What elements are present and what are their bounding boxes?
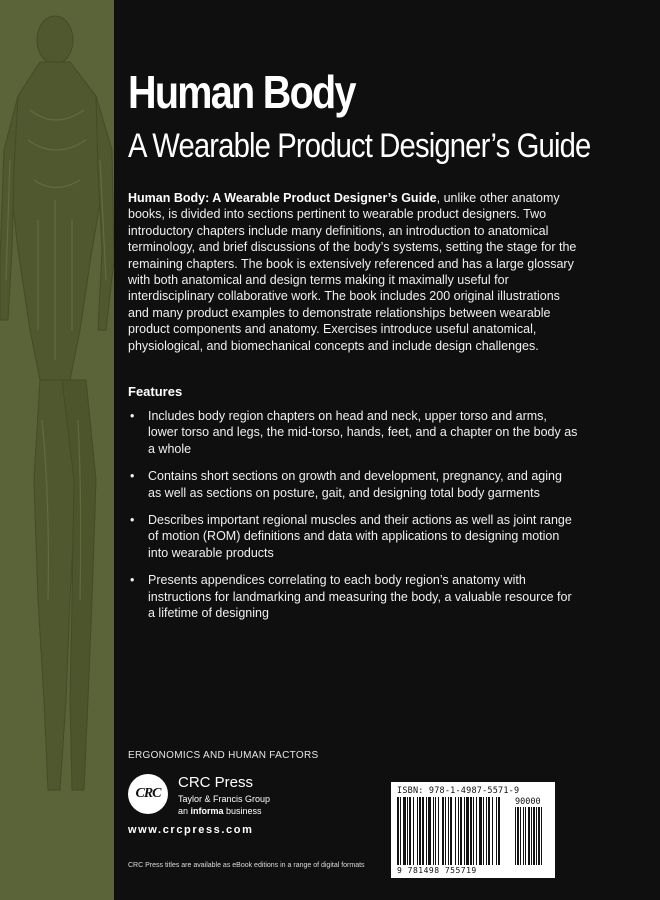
barcode-bar xyxy=(400,797,401,865)
description-title: Human Body: A Wearable Product Designer’s Guide xyxy=(128,191,437,205)
feature-text: Presents appendices correlating to each body region’s anatomy with instructions for landmarking and measuring the body, a valuable resource for a lifetime of designing xyxy=(148,573,572,621)
barcode-bar xyxy=(448,797,449,865)
barcode-digits: 9 781498 755719 xyxy=(397,866,477,875)
barcode-bar xyxy=(488,797,490,865)
barcode-bar xyxy=(479,797,482,865)
barcode-addon-bar xyxy=(533,807,535,865)
publisher-logo xyxy=(128,770,308,820)
barcode-bar xyxy=(397,797,399,865)
features-list xyxy=(128,408,578,632)
publisher-url[interactable]: www.crcpress.com xyxy=(128,824,254,836)
informa-prefix: an xyxy=(178,806,191,816)
bullet-icon: • xyxy=(130,469,135,484)
barcode-bar xyxy=(473,797,474,865)
barcode-bars xyxy=(397,797,549,865)
barcode-addon-bar xyxy=(520,807,521,865)
feature-text: Contains short sections on growth and development, pregnancy, and aging as well as sections on posture, gait, and designing total body garments xyxy=(148,469,562,500)
barcode-bar xyxy=(496,797,497,865)
barcode-bar xyxy=(450,797,452,865)
barcode-bar xyxy=(426,797,427,865)
cover-panel xyxy=(114,0,660,900)
bullet-icon: • xyxy=(130,573,135,588)
barcode-bar xyxy=(445,797,446,865)
publisher-informa-line xyxy=(178,806,262,816)
barcode-addon-bar xyxy=(541,807,542,865)
barcode-bar xyxy=(419,797,421,865)
feature-item xyxy=(128,408,578,457)
barcode-bar xyxy=(486,797,487,865)
informa-word: informa xyxy=(190,806,224,816)
barcode-bar xyxy=(409,797,411,865)
barcode-bar xyxy=(470,797,472,865)
barcode-bar xyxy=(413,797,414,865)
feature-item xyxy=(128,468,578,501)
description-body: , unlike other anatomy books, is divided into sections pertinent to wearable product designers. Two introductory chapters include many definitions, an introduction to anatomical terminology, and brief discussions of the body’s systems, setting the stage for the remaining chapters. The book is extensively referenced and has a large glossary with both anatomical and design terms making it maximally useful for interdisciplinary collaborative work. The book includes 200 original illustrations and many product examples to demonstrate relationships between wearable product components and anatomy. Exercises introduce useful anatomical, physiological, and biomechanical concepts and include design challenges. xyxy=(128,191,577,353)
isbn-label: ISBN: 978-1-4987-5571-9 xyxy=(397,786,520,796)
barcode-bar xyxy=(455,797,456,865)
barcode-addon-bar xyxy=(523,807,524,865)
barcode-bar xyxy=(483,797,484,865)
price-code: 90000 xyxy=(515,797,541,807)
bullet-icon: • xyxy=(130,409,135,423)
crc-logo-icon: CRC xyxy=(128,774,168,814)
barcode-addon-bar xyxy=(525,807,526,865)
book-title: Human Body xyxy=(128,66,355,118)
barcode-addon-bar xyxy=(538,807,540,865)
barcode-bar xyxy=(442,797,444,865)
barcode-bar xyxy=(476,797,477,865)
anatomy-illustration-strip xyxy=(0,0,114,900)
barcode-bar xyxy=(498,797,500,865)
barcode-bar xyxy=(433,797,434,865)
barcode-bar xyxy=(435,797,436,865)
barcode-addon-bar xyxy=(515,807,516,865)
feature-text: Includes body region chapters on head and neck, upper torso and arms, lower torso and legs, the mid-torso, hands, feet, and a chapter on the body as a whole xyxy=(148,409,578,456)
feature-item xyxy=(128,512,578,561)
barcode-bar xyxy=(428,797,431,865)
barcode-bar xyxy=(466,797,469,865)
features-heading: Features xyxy=(128,384,183,399)
barcode-bar xyxy=(403,797,406,865)
barcode-bar xyxy=(417,797,418,865)
bullet-icon: • xyxy=(130,513,135,528)
publisher-group: Taylor & Francis Group xyxy=(178,794,271,804)
book-description xyxy=(128,190,578,354)
isbn-barcode xyxy=(391,782,555,878)
muscle-figure-illustration xyxy=(0,0,114,900)
barcode-bar xyxy=(438,797,439,865)
barcode-addon-bar xyxy=(528,807,530,865)
barcode-addon-bar xyxy=(536,807,537,865)
barcode-addon-bar xyxy=(531,807,532,865)
barcode-bar xyxy=(407,797,408,865)
barcode-bar xyxy=(464,797,465,865)
ebook-note: CRC Press titles are available as eBook editions in a range of digital formats xyxy=(128,862,365,869)
informa-suffix: business xyxy=(223,806,262,816)
feature-item xyxy=(128,572,578,621)
barcode-bar xyxy=(458,797,459,865)
barcode-bar xyxy=(422,797,424,865)
barcode-bar xyxy=(460,797,462,865)
barcode-bar xyxy=(492,797,493,865)
series-name: ERGONOMICS AND HUMAN FACTORS xyxy=(128,750,319,761)
publisher-name: CRC Press xyxy=(178,774,254,791)
book-subtitle: A Wearable Product Designer’s Guide xyxy=(128,127,591,165)
barcode-addon-bar xyxy=(517,807,519,865)
feature-text: Describes important regional muscles and their actions as well as joint range of motion (ROM) definitions and data with applications to designing motion into wearable products xyxy=(148,513,572,560)
